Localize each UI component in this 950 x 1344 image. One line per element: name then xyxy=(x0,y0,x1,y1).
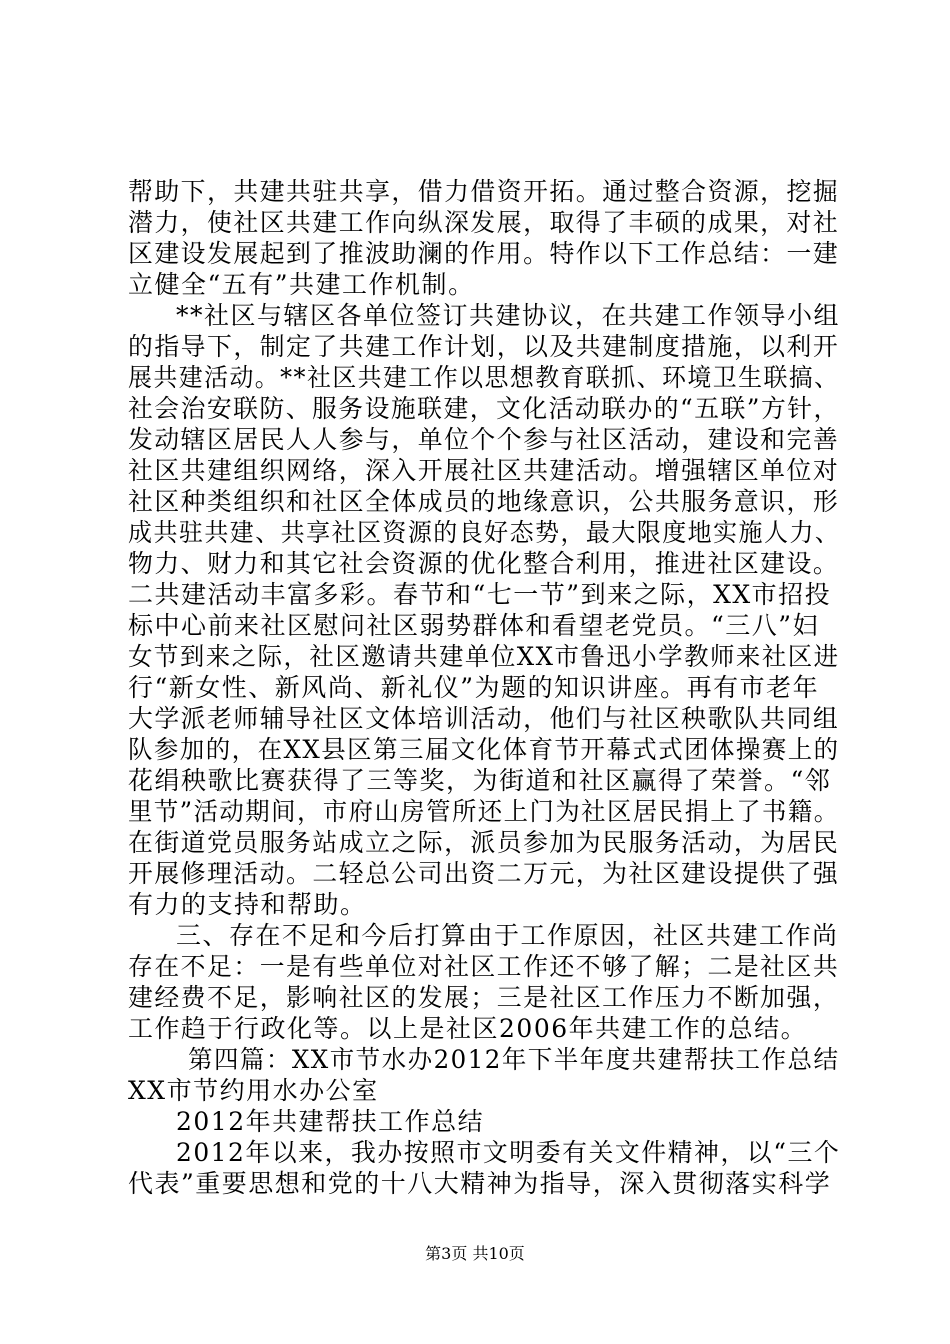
text-line: 物力、财力和其它社会资源的优化整合利用，推进社区建设。 xyxy=(128,549,840,578)
text-line: 区建设发展起到了推波助澜的作用。特作以下工作总结：一建 xyxy=(128,239,840,268)
text-line: 2012年以来，我办按照市文明委有关文件精神，以“三个 xyxy=(176,1138,841,1167)
text-line: 开展修理活动。二轻总公司出资二万元，为社区建设提供了强 xyxy=(128,859,840,888)
text-line: 工作趋于行政化等。以上是社区2006年共建工作的总结。 xyxy=(128,1014,808,1043)
text-line: 立健全“五有”共建工作机制。 xyxy=(128,270,475,299)
text-line: 二共建活动丰富多彩。春节和“七一节”到来之际，XX市招投 xyxy=(128,580,832,609)
text-line: 大学派老师辅导社区文体培训活动，他们与社区秧歌队共同组 xyxy=(128,704,840,733)
text-line: 2012年共建帮扶工作总结 xyxy=(176,1107,485,1136)
text-line: 里节”活动期间，市府山房管所还上门为社区居民捐上了书籍。 xyxy=(128,797,840,826)
text-line: 行“新女性、新风尚、新礼仪”为题的知识讲座。再有市老年 xyxy=(128,673,820,702)
text-line: 潜力，使社区共建工作向纵深发展，取得了丰硕的成果，对社 xyxy=(128,208,840,237)
text-line: 标中心前来社区慰问社区弱势群体和看望老党员。“三八”妇 xyxy=(128,611,820,640)
text-line: 队参加的，在XX县区第三届文化体育节开幕式式团体操赛上的 xyxy=(128,735,840,764)
section-heading: 第四篇：XX市节水办2012年下半年度共建帮扶工作总结 xyxy=(188,1045,840,1074)
text-line: 成共驻共建、共享社区资源的良好态势，最大限度地实施人力、 xyxy=(128,518,841,547)
text-line: 存在不足：一是有些单位对社区工作还不够了解；二是社区共 xyxy=(128,952,840,981)
text-line: 花绢秧歌比赛获得了三等奖，为街道和社区赢得了荣誉。“邻 xyxy=(128,766,832,795)
text-line: 建经费不足，影响社区的发展；三是社区工作压力不断加强， xyxy=(128,983,840,1012)
text-line: 的指导下，制定了共建工作计划，以及共建制度措施，以利开 xyxy=(128,332,840,361)
text-line: 代表”重要思想和党的十八大精神为指导，深入贯彻落实科学 xyxy=(128,1169,832,1198)
text-line: 展共建活动。**社区共建工作以思想教育联抓、环境卫生联搞、 xyxy=(128,363,840,392)
text-line: 帮助下，共建共驻共享，借力借资开拓。通过整合资源，挖掘 xyxy=(128,177,840,206)
text-line: 社区种类组织和社区全体成员的地缘意识，公共服务意识，形 xyxy=(128,487,840,516)
page-footer: 第3页 共10页 xyxy=(425,1244,525,1263)
text-line: 在街道党员服务站成立之际，派员参加为民服务活动，为居民 xyxy=(128,828,840,857)
text-line: 女节到来之际，社区邀请共建单位XX市鲁迅小学教师来社区进 xyxy=(128,642,840,671)
text-line: 有力的支持和帮助。 xyxy=(128,890,367,919)
text-line: 社区共建组织网络，深入开展社区共建活动。增强辖区单位对 xyxy=(128,456,840,485)
text-line: XX市节约用水办公室 xyxy=(128,1076,379,1105)
text-line: **社区与辖区各单位签订共建协议，在共建工作领导小组 xyxy=(176,301,841,330)
text-line: 社会治安联防、服务设施联建，文化活动联办的“五联”方针， xyxy=(128,394,840,423)
text-line: 发动辖区居民人人参与，单位个个参与社区活动，建设和完善 xyxy=(128,425,840,454)
text-line: 三、存在不足和今后打算由于工作原因，社区共建工作尚 xyxy=(176,921,839,950)
